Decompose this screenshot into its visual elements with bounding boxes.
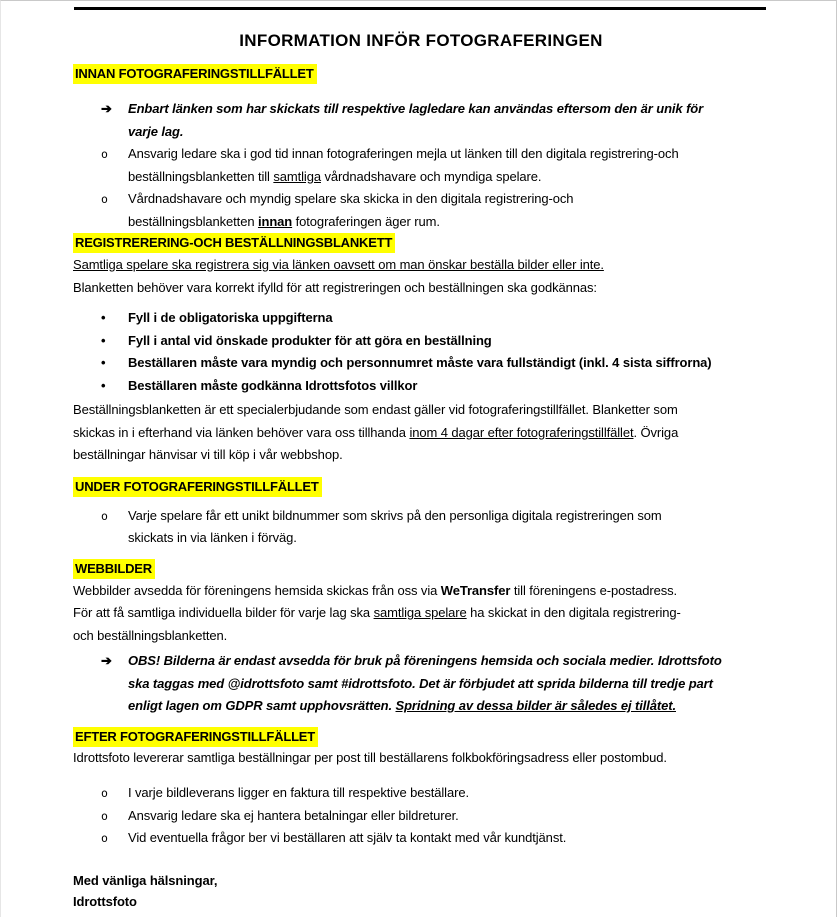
list-item-text: Ansvarig ledare ska i god tid innan fotograferingen mejla ut länken till den digitala registrering-och [128,146,679,161]
list-item-continuation [73,673,767,696]
list-item-text: Beställaren måste vara myndig och personnumret måste vara fullständigt (inkl. 4 sista siffrorna) [128,355,712,370]
list-item-text: enligt lagen om GDPR samt upphovsrätten. Spridning av dessa bilder är således ej tillåtet. [128,698,676,713]
disc-bullet-icon: • [101,355,106,370]
list-item-text: Fyll i antal vid önskade produkter för att göra en beställning [128,332,492,348]
section-heading-webbilder: WEBBILDER [73,559,155,579]
list-item [73,352,767,375]
section-webbilder [73,559,767,579]
list-item-continuation [73,121,767,144]
document-title: INFORMATION INFÖR FOTOGRAFERINGEN [239,31,603,50]
paragraph-line: Samtliga spelare ska registrera sig via länken oavsett om man önskar beställa bilder eller inte. [73,257,604,272]
list-item-continuation [73,695,767,718]
webbilder-paragraph [73,580,767,648]
circle-bullet-icon: o [101,808,108,823]
paragraph-line: För att få samtliga individuella bilder för varje lag ska samtliga spelare ha skickat in den digitala registrering- [73,605,681,620]
list-item [73,98,767,121]
paragraph-line: Webbilder avsedda för föreningens hemsida skickas från oss via WeTransfer till föreningens e-postadress. [73,582,678,598]
section-heading-under: UNDER FOTOGRAFERINGSTILLFÄLLET [73,477,322,497]
list-item-continuation [73,211,767,234]
section-efter [73,727,767,747]
circle-bullet-icon: o [101,831,108,845]
paragraph-line: Beställningsblanketten är ett specialerbjudande som endast gäller vid fotograferingstillfället. Blanketter som [73,402,678,417]
list-item [73,307,767,330]
circle-bullet-icon: o [101,786,108,800]
registrering-list [73,307,767,397]
list-item [73,650,767,673]
efter-list [73,782,767,850]
list-item-text: I varje bildleverans ligger en faktura till respektive beställare. [128,785,469,800]
arrow-bullet-icon: ➔ [101,101,112,116]
paragraph-line: Blanketten behöver vara korrekt ifylld för att registreringen och beställningen ska godkännas: [73,279,597,295]
closing-line: Med vänliga hälsningar, [73,872,218,888]
section-heading-registrering: REGISTRERERING-OCH BESTÄLLNINGSBLANKETT [73,233,395,253]
list-item-text: Fyll i de obligatoriska uppgifterna [128,310,333,325]
disc-bullet-icon: • [101,377,106,393]
list-item-text: beställningsblanketten innan fotograferingen äger rum. [128,213,440,229]
list-item-text: Beställaren måste godkänna Idrottsfotos villkor [128,377,418,393]
list-item [73,782,767,805]
list-item-text: Varje spelare får ett unikt bildnummer som skrivs på den personliga digitala registreringen som [128,507,662,523]
list-item-text: beställningsblanketten till samtliga vårdnadshavare och myndiga spelare. [128,168,542,184]
list-item-continuation [73,527,767,550]
circle-bullet-icon: o [101,147,108,161]
paragraph-line: och beställningsblanketten. [73,627,228,643]
list-item-text: Ansvarig ledare ska ej hantera betalningar eller bildreturer. [128,807,459,823]
list-item [73,805,767,828]
list-item-text: skickats in via länken i förväg. [128,530,297,545]
circle-bullet-icon: o [101,508,108,523]
registrering-intro [73,254,767,299]
disc-bullet-icon: • [101,310,106,325]
list-item [73,375,767,398]
paragraph-line: beställningar hänvisar vi till köp i vår webbshop. [73,447,343,462]
section-under [73,477,767,497]
arrow-bullet-icon: ➔ [101,653,112,668]
circle-bullet-icon: o [101,192,108,206]
registrering-paragraph [73,399,767,467]
list-item-text: varje lag. [128,123,184,139]
paragraph-line: Idrottsfoto levererar samtliga beställningar per post till beställarens folkbokföringsadress eller postombud. [73,749,667,765]
list-item [73,505,767,528]
paragraph-line: skickas in i efterhand via länken behöver vara oss tillhanda inom 4 dagar efter fotograferingstillfället. Övriga [73,424,679,440]
list-item [73,188,767,211]
webbilder-list [73,650,767,718]
list-item-text: OBS! Bilderna är endast avsedda för bruk på föreningens hemsida och sociala medier. Idrottsfoto [128,653,722,668]
list-item-text: Enbart länken som har skickats till respektive lagledare kan användas eftersom den är unik för [128,101,704,116]
closing-signature [73,870,767,913]
list-item-continuation [73,166,767,189]
section-registrering [73,233,767,253]
section-heading-innan: INNAN FOTOGRAFERINGSTILLFÄLLET [73,64,317,84]
list-item [73,330,767,353]
top-rule [74,7,766,10]
list-item [73,827,767,850]
section-innan [73,64,767,84]
disc-bullet-icon: • [101,332,106,348]
section-heading-efter: EFTER FOTOGRAFERINGSTILLFÄLLET [73,727,318,747]
list-item-text: Vårdnadshavare och myndig spelare ska skicka in den digitala registrering-och [128,191,574,206]
list-item-text: Vid eventuella frågor ber vi beställaren att själv ta kontakt med vår kundtjänst. [128,830,567,845]
list-item-text: ska taggas med @idrottsfoto samt #idrottsfoto. Det är förbjudet att sprida bilderna till tredje part [128,675,713,691]
list-item [73,143,767,166]
under-list [73,505,767,550]
efter-paragraph [73,747,767,770]
innan-list [73,98,767,233]
closing-line: Idrottsfoto [73,894,137,909]
